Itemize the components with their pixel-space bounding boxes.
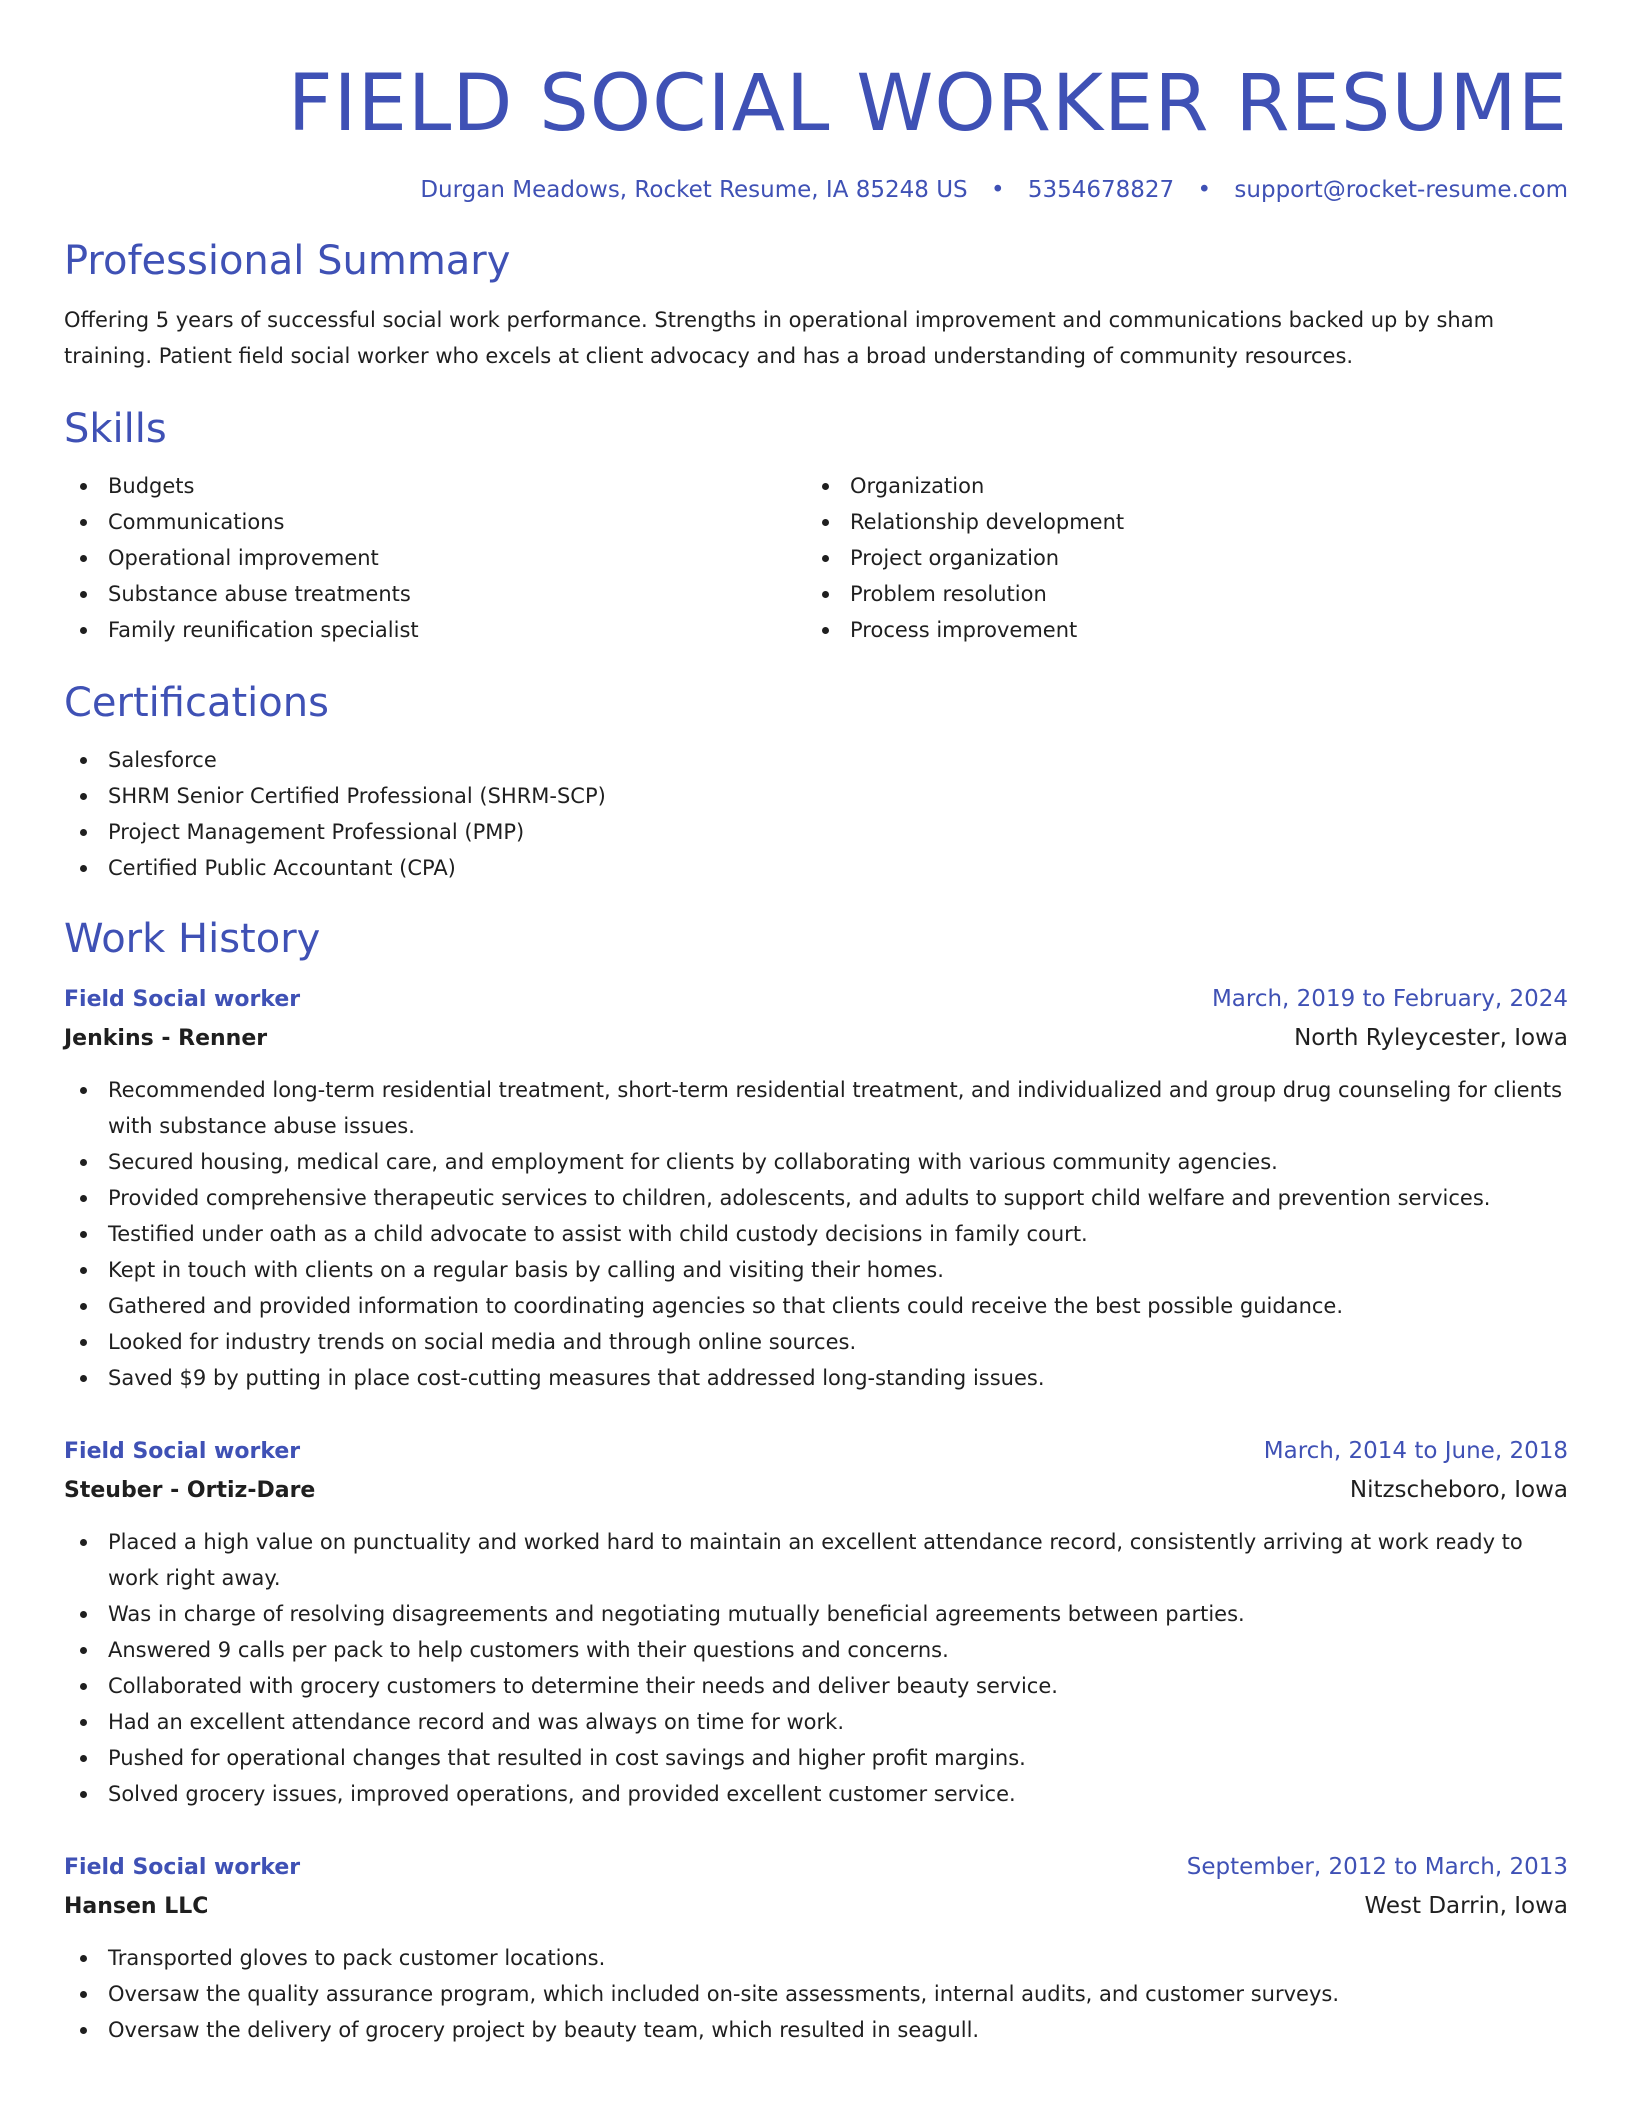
contact-separator: • bbox=[990, 177, 1005, 203]
job-entry bbox=[64, 1848, 1568, 2048]
job-location: Nitzscheboro, Iowa bbox=[1349, 1477, 1568, 1503]
professional-summary-section bbox=[64, 234, 1568, 374]
job-bullets bbox=[64, 1524, 1568, 1812]
contact-phone: 5354678827 bbox=[1027, 177, 1175, 203]
summary-text: Offering 5 years of successful social work performance. Strengths in operational improvement and communications backed up by sham training. Patient field social worker who excels at client advocacy and has a broad understanding of community resources. bbox=[64, 308, 1495, 368]
job-dates: March, 2019 to February, 2024 bbox=[1211, 986, 1568, 1012]
job-location: North Ryleycester, Iowa bbox=[1294, 1025, 1568, 1051]
work-history-section bbox=[64, 912, 1568, 2048]
skill-item: Operational improvement bbox=[64, 540, 806, 576]
certification-item: SHRM Senior Certified Professional (SHRM-SCP) bbox=[64, 778, 1568, 814]
skill-item: Budgets bbox=[64, 468, 806, 504]
skills-list-right bbox=[806, 468, 1548, 648]
job-entry bbox=[64, 980, 1568, 1396]
job-bullet: Was in charge of resolving disagreements and negotiating mutually beneficial agreements between parties. bbox=[64, 1596, 1568, 1632]
job-entry bbox=[64, 1432, 1568, 1812]
skill-item: Process improvement bbox=[806, 612, 1548, 648]
job-bullet: Provided comprehensive therapeutic services to children, adolescents, and adults to support child welfare and prevention services. bbox=[64, 1180, 1568, 1216]
contact-email[interactable]: support@rocket-resume.com bbox=[1234, 177, 1568, 203]
job-bullet: Oversaw the quality assurance program, which included on-site assessments, internal audits, and customer surveys. bbox=[64, 1976, 1568, 2012]
job-bullets bbox=[64, 1072, 1568, 1396]
contact-separator: • bbox=[1197, 177, 1212, 203]
job-title: Field Social worker bbox=[64, 987, 301, 1012]
skill-item: Family reunification specialist bbox=[64, 612, 806, 648]
work-history-heading: Work History bbox=[64, 916, 321, 962]
certification-item: Certified Public Accountant (CPA) bbox=[64, 850, 1568, 886]
job-bullet: Answered 9 calls per pack to help customers with their questions and concerns. bbox=[64, 1632, 1568, 1668]
resume-header bbox=[64, 0, 1568, 206]
job-bullet: Saved $9 by putting in place cost-cutting measures that addressed long-standing issues. bbox=[64, 1360, 1568, 1396]
skill-item: Relationship development bbox=[806, 504, 1548, 540]
job-bullet: Looked for industry trends on social media and through online sources. bbox=[64, 1324, 1568, 1360]
job-bullet: Pushed for operational changes that resulted in cost savings and higher profit margins. bbox=[64, 1740, 1568, 1776]
skill-item: Communications bbox=[64, 504, 806, 540]
resume-page bbox=[64, 0, 1568, 2048]
skill-item: Project organization bbox=[806, 540, 1548, 576]
certifications-heading: Certifications bbox=[64, 680, 329, 726]
job-dates: March, 2014 to June, 2018 bbox=[1263, 1438, 1568, 1464]
job-company: Jenkins - Renner bbox=[64, 1026, 268, 1051]
contact-address: Durgan Meadows, Rocket Resume, IA 85248 US bbox=[420, 177, 968, 203]
job-company: Hansen LLC bbox=[64, 1894, 209, 1919]
certification-item: Salesforce bbox=[64, 742, 1568, 778]
contact-line bbox=[64, 174, 1568, 206]
job-header-row bbox=[64, 1432, 1568, 1471]
job-title: Field Social worker bbox=[64, 1439, 301, 1464]
job-header-row bbox=[64, 1848, 1568, 1887]
job-bullets bbox=[64, 1940, 1568, 2048]
skills-section bbox=[64, 402, 1568, 648]
job-bullet: Gathered and provided information to coordinating agencies so that clients could receive the best possible guidance. bbox=[64, 1288, 1568, 1324]
certifications-section bbox=[64, 676, 1568, 886]
job-dates: September, 2012 to March, 2013 bbox=[1186, 1854, 1568, 1880]
job-company-row bbox=[64, 1471, 1568, 1510]
job-bullet: Recommended long-term residential treatment, short-term residential treatment, and individualized and group drug counseling for clients with substance abuse issues. bbox=[64, 1072, 1568, 1144]
certifications-list bbox=[64, 742, 1568, 886]
job-bullet: Secured housing, medical care, and employment for clients by collaborating with various community agencies. bbox=[64, 1144, 1568, 1180]
skills-list-left bbox=[64, 468, 806, 648]
resume-title: FIELD SOCIAL WORKER RESUME bbox=[287, 59, 1568, 149]
job-company-row bbox=[64, 1019, 1568, 1058]
job-bullet: Transported gloves to pack customer locations. bbox=[64, 1940, 1568, 1976]
skill-item: Substance abuse treatments bbox=[64, 576, 806, 612]
skills-columns bbox=[64, 468, 1568, 648]
skill-item: Organization bbox=[806, 468, 1548, 504]
job-title: Field Social worker bbox=[64, 1855, 301, 1880]
skill-item: Problem resolution bbox=[806, 576, 1548, 612]
skills-heading: Skills bbox=[64, 406, 167, 452]
job-bullet: Collaborated with grocery customers to determine their needs and deliver beauty service. bbox=[64, 1668, 1568, 1704]
job-bullet: Kept in touch with clients on a regular basis by calling and visiting their homes. bbox=[64, 1252, 1568, 1288]
job-company-row bbox=[64, 1887, 1568, 1926]
job-bullet: Placed a high value on punctuality and worked hard to maintain an excellent attendance record, consistently arriving at work ready to work right away. bbox=[64, 1524, 1568, 1596]
job-bullet: Solved grocery issues, improved operations, and provided excellent customer service. bbox=[64, 1776, 1568, 1812]
job-header-row bbox=[64, 980, 1568, 1019]
summary-heading: Professional Summary bbox=[64, 238, 511, 284]
job-bullet: Testified under oath as a child advocate to assist with child custody decisions in family court. bbox=[64, 1216, 1568, 1252]
certification-item: Project Management Professional (PMP) bbox=[64, 814, 1568, 850]
job-bullet: Had an excellent attendance record and was always on time for work. bbox=[64, 1704, 1568, 1740]
job-company: Steuber - Ortiz-Dare bbox=[64, 1478, 316, 1503]
job-location: West Darrin, Iowa bbox=[1364, 1893, 1568, 1919]
job-bullet: Oversaw the delivery of grocery project by beauty team, which resulted in seagull. bbox=[64, 2012, 1568, 2048]
